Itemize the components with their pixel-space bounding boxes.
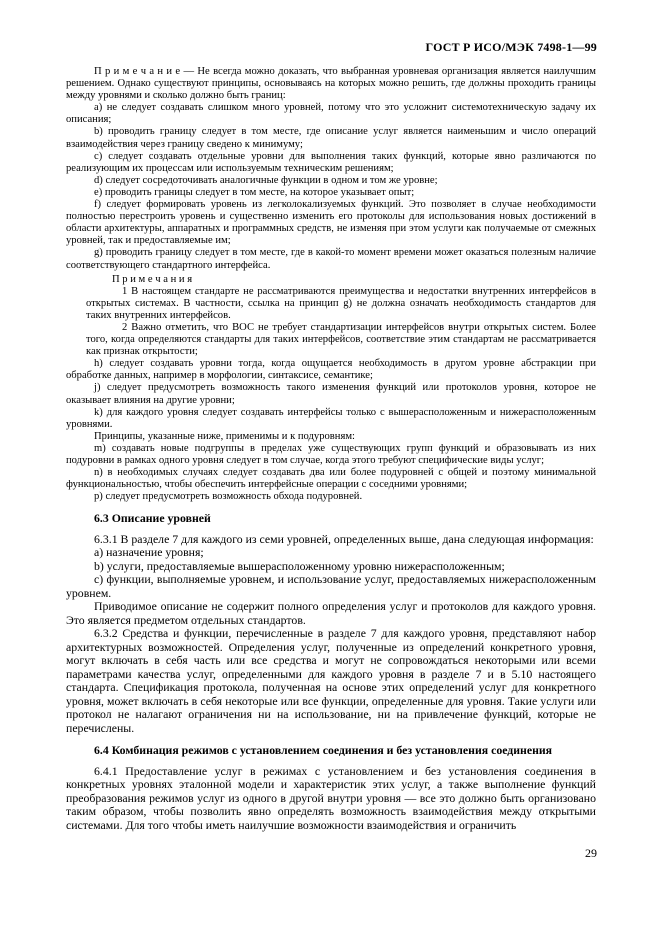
note-1: 1 В настоящем стандарте не рассматриваются преимущества и недостатки внутренних интерфейсов в открытых системах. В частности, ссылка на принцип g) не должна означать необходимость стандартов для таких внутренних интерфейсов. — [86, 285, 596, 321]
note-2: 2 Важно отметить, что ВОС не требует стандартизации интерфейсов внутри открытых систем. Более того, когда определяются стандарты для таких интерфейсов, соответствие этим стандартам не рассматривается как признак открытости; — [86, 321, 596, 358]
principle-d: d) следует сосредоточивать аналогичные функции в одном и том же уровне; — [94, 174, 438, 186]
page-number: 29 — [585, 846, 597, 860]
para-description-scope: Приводимое описание не содержит полного определения услуг и протоколов для каждого уровня. Это является предметом отдельных стандартов. — [66, 599, 596, 627]
principle-g: g) проводить границу следует в том месте, где в какой-то момент времени может оказаться полезным наличие соответствующего стандартного интерфейса. — [66, 247, 596, 271]
note-intro: П р и м е ч а н и е — Не всегда можно доказать, что выбранная уровневая организация является наилучшим решением. Однако существуют принципы, основываясь на которых можно решить, где должны проходить границы между уровнями и сколько должно быть границ: — [66, 66, 596, 102]
item-6-3-1-b: b) услуги, предоставляемые вышерасположенному уровню нижерасположенным; — [94, 558, 505, 573]
principle-p: p) следует предусмотреть возможность обхода подуровней. — [94, 491, 363, 503]
principle-n: n) в необходимых случаях следует создавать два или более подуровней с общей и поэтому минимальной функциональностью, чтобы обеспечить интерфейсные операции с соседними уровнями; — [66, 467, 596, 491]
para-6-3-1: 6.3.1 В разделе 7 для каждого из семи уровней, определенных выше, дана следующая информация: — [94, 531, 594, 546]
para-6-4-1: 6.4.1 Предоставление услуг в режимах с установлением и без установления соединения в конкретных уровнях эталонной модели и характеристик этих услуг, а также выполнение функций преобразования режимов услуг из одного в другой внутри уровня — все это должно быть организовано таким образом, чтобы позволить явно определять возможность взаимодействия между открытыми системами. Для того чтобы иметь наилучшие возможности взаимодействия и ограничить — [66, 763, 596, 832]
principle-b: b) проводить границу следует в том месте, где описание услуг является наименьшим и число операций взаимодействия через границу сведено к минимуму; — [66, 126, 596, 150]
heading-6-3: 6.3 Описание уровней — [94, 511, 211, 526]
item-6-3-1-c: c) функции, выполняемые уровнем, и использование услуг, предоставляемых нижерасположенным уровнем. — [66, 572, 596, 600]
principle-c: c) следует создавать отдельные уровни для выполнения таких функций, которые явно различаются по реализующим их процессам или используемым техническим решениям; — [66, 150, 596, 174]
sublayers-intro: Принципы, указанные ниже, применимы и к подуровням: — [94, 430, 356, 442]
para-6-3-2: 6.3.2 Средства и функции, перечисленные в разделе 7 для каждого уровня, представляют набор архитектурных возможностей. Определения услуг, полученные из определений конкретного уровня, могут включать в себя часть или все средства и могут не сопровождаться некоторыми или всеми параметрами качества услуг, определенными для каждого уровня в разделе 7 и в 5.10 настоящего стандарта. Спецификация протокола, полученная на основе этих определений услуг для конкретного уровня, может включать в себя некоторые или все функции, определенные для уровня. Такие услуги или протокол не налагают ограничения ни на использование, ни на привлечение функций, которые не перечислены. — [66, 626, 596, 735]
principle-h: h) следует создавать уровни тогда, когда ощущается необходимость в другом уровне абстракции при обработке данных, например в морфологии, синтаксисе, семантике; — [66, 358, 596, 382]
item-6-3-1-a: a) назначение уровня; — [94, 545, 204, 560]
document-number-header: ГОСТ Р ИСО/МЭК 7498-1—99 — [425, 40, 597, 54]
principle-k: k) для каждого уровня следует создавать интерфейсы только с вышерасположенным и нижерасположенным уровнями. — [66, 406, 596, 430]
notes-title: П р и м е ч а н и я — [112, 273, 193, 285]
principle-f: f) следует формировать уровень из легколокализуемых функций. Это позволяет в случае необходимости полностью перестроить уровень и существенно изменить его протоколы для использования новых достижений в области архитектуры, аппаратных и программных средств, не изменяя при этом услуги как получаемые от смежных уровней, так и предоставляемые им; — [66, 199, 596, 247]
principle-j: j) следует предусмотреть возможность такого изменения функций или протоколов уровня, которое не оказывает влияния на другие уровни; — [66, 382, 596, 406]
principle-m: m) создавать новые подгруппы в пределах уже существующих групп функций и образовывать из них подуровни в рамках одного уровня следует в том случае, когда этого требуют специфические виды услуг; — [66, 442, 596, 466]
heading-6-4: 6.4 Комбинация режимов с установлением соединения и без установления соединения — [94, 743, 553, 758]
document-body — [66, 66, 596, 832]
principle-e: e) проводить границы следует в том месте, на которое указывает опыт; — [94, 186, 415, 198]
principle-a: a) не следует создавать слишком много уровней, потому что это усложнит системотехническую задачу их описания; — [66, 102, 596, 126]
